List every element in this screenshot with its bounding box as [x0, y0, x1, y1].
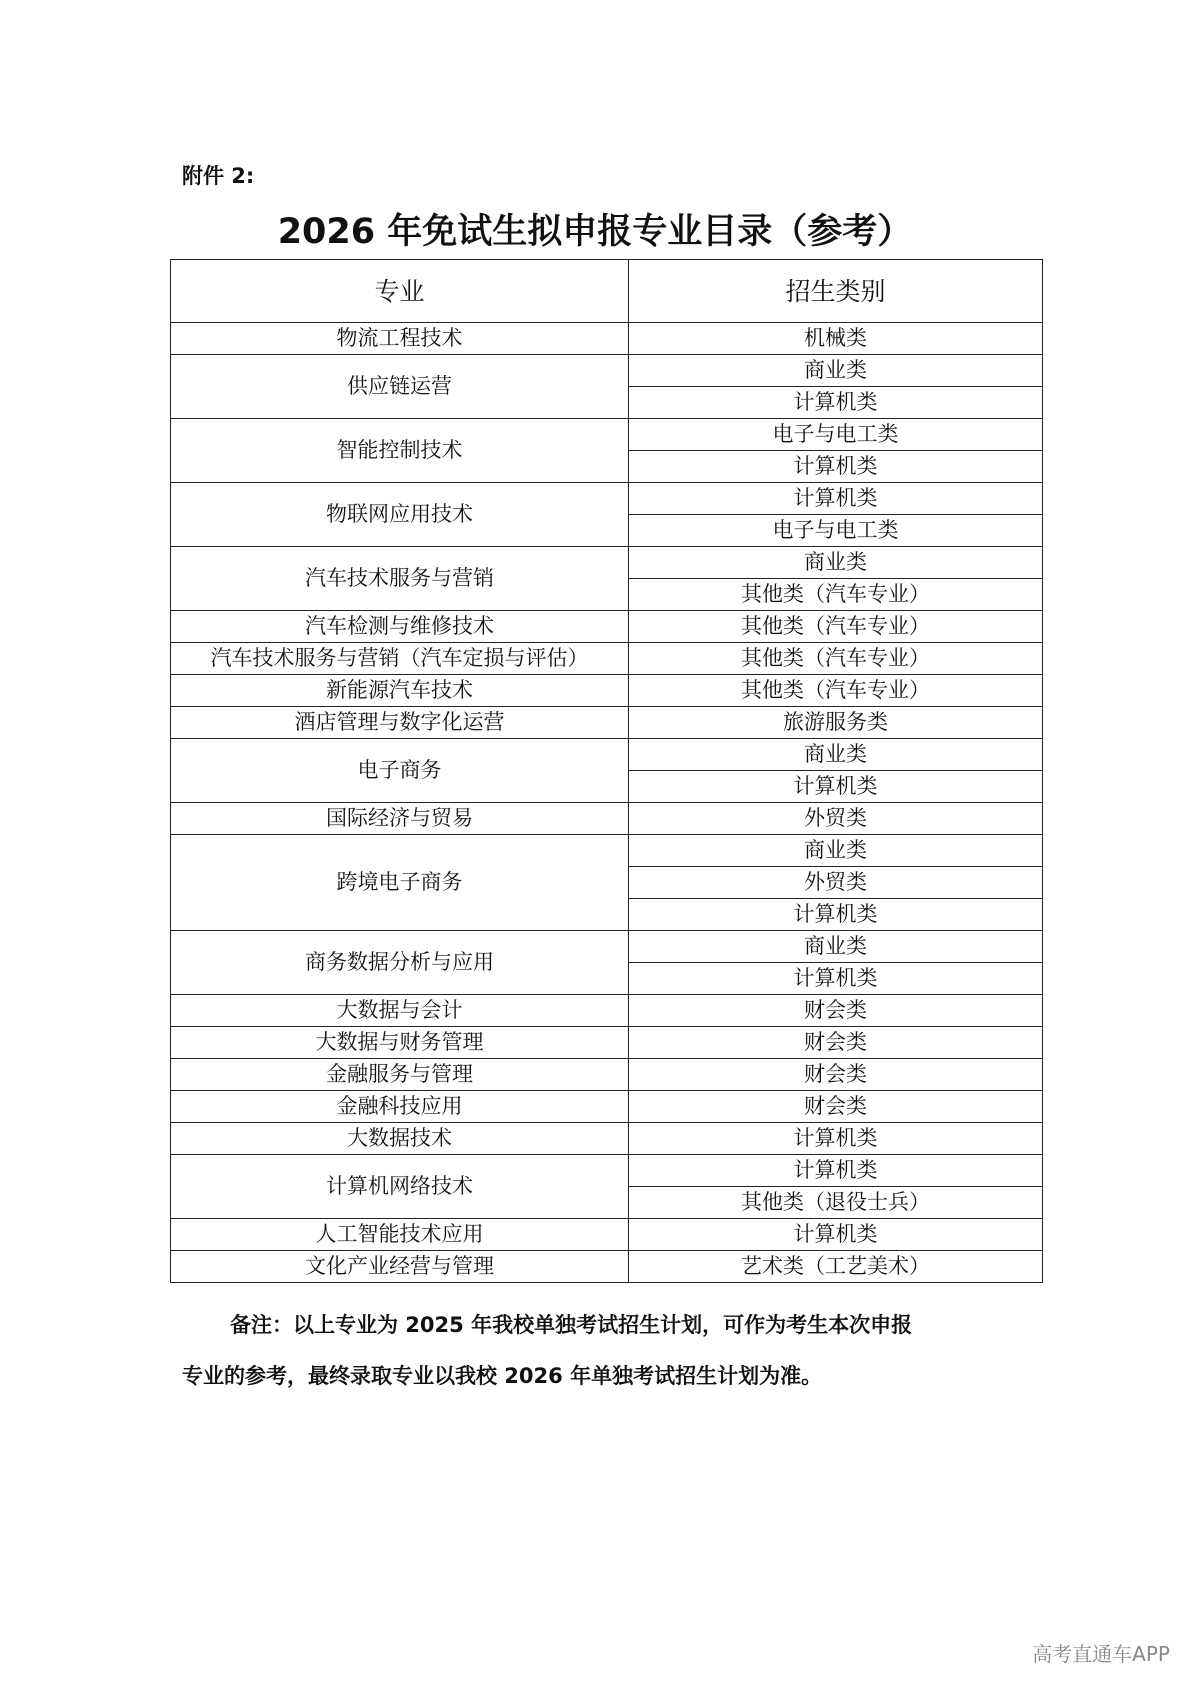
table-row — [171, 1091, 1043, 1123]
category-cell: 商业类 — [629, 835, 1043, 867]
table-row — [171, 355, 1043, 387]
category-cell: 旅游服务类 — [629, 707, 1043, 739]
category-cell: 其他类（汽车专业） — [629, 675, 1043, 707]
category-cell: 财会类 — [629, 995, 1043, 1027]
table-row — [171, 1251, 1043, 1283]
major-cell: 大数据与财务管理 — [171, 1027, 629, 1059]
table-row — [171, 707, 1043, 739]
table-row — [171, 1059, 1043, 1091]
major-cell: 大数据技术 — [171, 1123, 629, 1155]
table-row — [171, 739, 1043, 771]
category-cell: 机械类 — [629, 323, 1043, 355]
category-cell: 计算机类 — [629, 451, 1043, 483]
category-cell: 商业类 — [629, 739, 1043, 771]
category-cell: 计算机类 — [629, 483, 1043, 515]
note-line-2: 专业的参考，最终录取专业以我校 2026 年单独考试招生计划为准。 — [182, 1364, 823, 1388]
category-cell: 电子与电工类 — [629, 419, 1043, 451]
category-cell: 财会类 — [629, 1059, 1043, 1091]
major-cell: 物流工程技术 — [171, 323, 629, 355]
major-cell: 供应链运营 — [171, 355, 629, 419]
category-cell: 外贸类 — [629, 867, 1043, 899]
major-cell: 汽车技术服务与营销（汽车定损与评估） — [171, 643, 629, 675]
category-cell: 计算机类 — [629, 387, 1043, 419]
major-cell: 金融服务与管理 — [171, 1059, 629, 1091]
table-row — [171, 835, 1043, 867]
category-cell: 计算机类 — [629, 1155, 1043, 1187]
majors-table — [170, 259, 1043, 1283]
table-row — [171, 611, 1043, 643]
category-cell: 艺术类（工艺美术） — [629, 1251, 1043, 1283]
category-cell: 计算机类 — [629, 771, 1043, 803]
category-cell: 计算机类 — [629, 899, 1043, 931]
attachment-label: 附件 2: — [182, 164, 255, 188]
major-cell: 商务数据分析与应用 — [171, 931, 629, 995]
note — [182, 1300, 1022, 1402]
page-title: 2026 年免试生拟申报专业目录（参考） — [277, 212, 913, 252]
category-cell: 财会类 — [629, 1027, 1043, 1059]
table-header — [171, 260, 1043, 323]
major-cell: 国际经济与贸易 — [171, 803, 629, 835]
table-row — [171, 323, 1043, 355]
major-cell: 汽车技术服务与营销 — [171, 547, 629, 611]
major-cell: 酒店管理与数字化运营 — [171, 707, 629, 739]
watermark: 高考直通车APP — [1032, 1642, 1170, 1666]
major-cell: 大数据与会计 — [171, 995, 629, 1027]
major-cell: 金融科技应用 — [171, 1091, 629, 1123]
table-row — [171, 643, 1043, 675]
table-row — [171, 483, 1043, 515]
category-cell: 计算机类 — [629, 1219, 1043, 1251]
table-row — [171, 547, 1043, 579]
category-cell: 财会类 — [629, 1091, 1043, 1123]
table-row — [171, 1219, 1043, 1251]
table-row — [171, 675, 1043, 707]
category-cell: 其他类（汽车专业） — [629, 643, 1043, 675]
major-cell: 计算机网络技术 — [171, 1155, 629, 1219]
major-cell: 汽车检测与维修技术 — [171, 611, 629, 643]
major-cell: 人工智能技术应用 — [171, 1219, 629, 1251]
table-row — [171, 995, 1043, 1027]
table-row — [171, 419, 1043, 451]
major-cell: 电子商务 — [171, 739, 629, 803]
category-cell: 计算机类 — [629, 1123, 1043, 1155]
major-cell: 跨境电子商务 — [171, 835, 629, 931]
header-category: 招生类别 — [629, 260, 1043, 323]
header-major: 专业 — [171, 260, 629, 323]
category-cell: 商业类 — [629, 355, 1043, 387]
category-cell: 其他类（汽车专业） — [629, 611, 1043, 643]
table-row — [171, 803, 1043, 835]
category-cell: 其他类（退役士兵） — [629, 1187, 1043, 1219]
major-cell: 新能源汽车技术 — [171, 675, 629, 707]
table-row — [171, 1123, 1043, 1155]
category-cell: 商业类 — [629, 931, 1043, 963]
major-cell: 智能控制技术 — [171, 419, 629, 483]
table-row — [171, 1155, 1043, 1187]
note-line-1: 备注：以上专业为 2025 年我校单独考试招生计划，可作为考生本次申报 — [230, 1313, 913, 1337]
category-cell: 电子与电工类 — [629, 515, 1043, 547]
major-cell: 物联网应用技术 — [171, 483, 629, 547]
major-cell: 文化产业经营与管理 — [171, 1251, 629, 1283]
category-cell: 商业类 — [629, 547, 1043, 579]
table-row — [171, 1027, 1043, 1059]
category-cell: 计算机类 — [629, 963, 1043, 995]
category-cell: 其他类（汽车专业） — [629, 579, 1043, 611]
table-row — [171, 931, 1043, 963]
category-cell: 外贸类 — [629, 803, 1043, 835]
